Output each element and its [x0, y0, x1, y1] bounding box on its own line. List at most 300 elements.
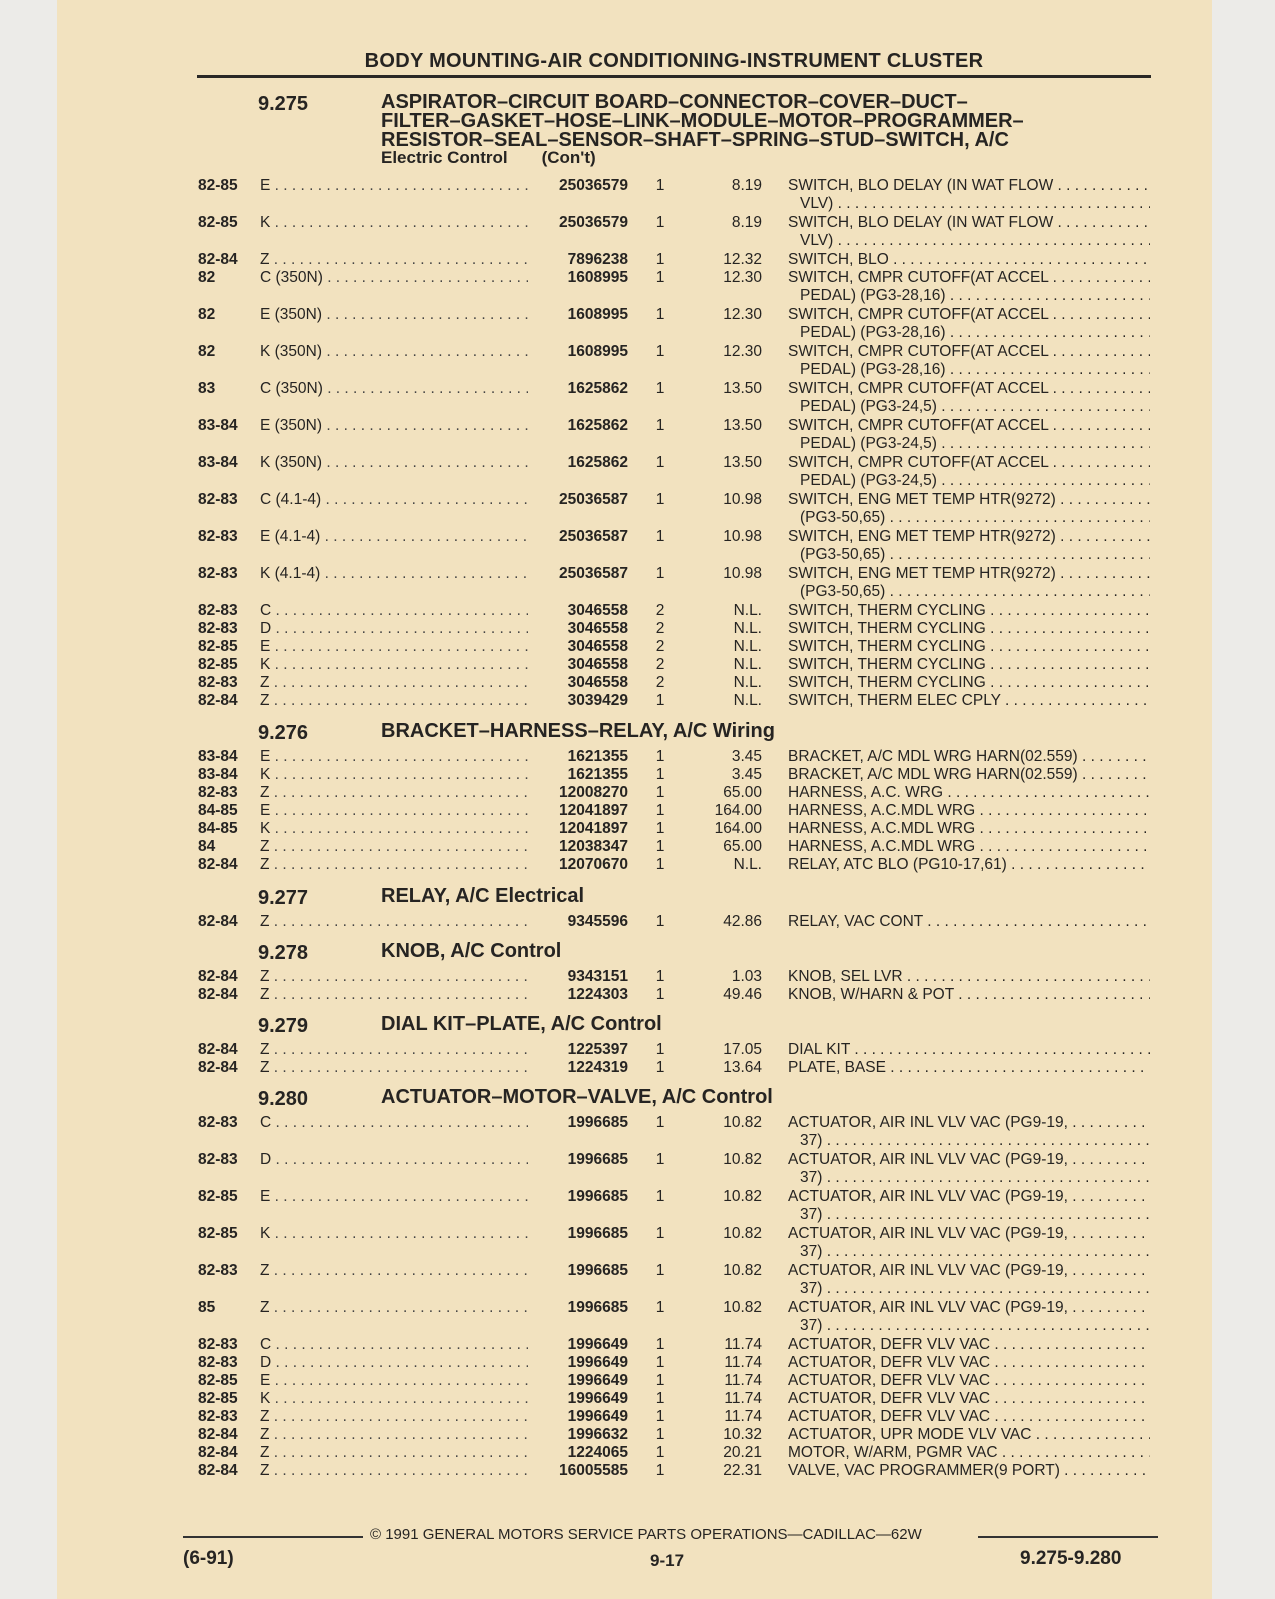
quantity: 1 — [655, 1426, 665, 1443]
part-number: 12041897 — [559, 820, 628, 837]
quantity: 1 — [655, 1336, 665, 1353]
quantity: 1 — [655, 1262, 665, 1279]
description-continuation: PEDAL) (PG3-24,5) . . . — [800, 472, 1150, 490]
price: 49.46 — [723, 986, 762, 1003]
quantity: 1 — [655, 913, 665, 930]
model-code: K . . . — [260, 1390, 528, 1408]
model-code: E (350N) . . . — [260, 306, 528, 324]
year-range: 83-84 — [198, 748, 238, 765]
model-code: K (350N) . . . — [260, 454, 528, 472]
table-row — [0, 1336, 1275, 1354]
part-number: 1608995 — [567, 269, 628, 286]
description: KNOB, SEL LVR . . . — [788, 968, 1150, 986]
quantity: 1 — [655, 343, 665, 360]
section-title-line: RELAY, A/C Electrical — [381, 885, 585, 907]
price: 10.82 — [723, 1114, 762, 1131]
quantity: 1 — [655, 766, 665, 783]
part-number: 7896238 — [567, 251, 628, 268]
table-row — [0, 1372, 1275, 1390]
section-title-line: ASPIRATOR–CIRCUIT BOARD–CONNECTOR–COVER–DUCT– — [381, 91, 968, 113]
price: 12.30 — [723, 343, 762, 360]
description: ACTUATOR, AIR INL VLV VAC (PG9-19, . . . — [788, 1114, 1150, 1132]
part-number: 1625862 — [567, 417, 628, 434]
model-code: Z . . . — [260, 1426, 528, 1444]
description-continuation: VLV) . . . — [800, 232, 1150, 250]
year-range: 82-83 — [198, 1408, 238, 1425]
section-number: 9.280 — [258, 1088, 309, 1110]
part-number: 1224303 — [567, 986, 628, 1003]
table-row — [0, 1262, 1275, 1297]
section-title-line: KNOB, A/C Control — [381, 940, 562, 962]
price: N.L. — [733, 656, 762, 673]
part-number: 9343151 — [567, 968, 628, 985]
model-code: K . . . — [260, 1225, 528, 1243]
year-range: 82-84 — [198, 856, 238, 873]
price: 10.82 — [723, 1188, 762, 1205]
price: 22.31 — [723, 1462, 762, 1479]
description-continuation: 37) . . . — [800, 1206, 1150, 1224]
year-range: 82-83 — [198, 602, 238, 619]
table-row — [0, 1188, 1275, 1223]
description-continuation: PEDAL) (PG3-28,16) . . . — [800, 324, 1150, 342]
description: KNOB, W/HARN & POT . . . — [788, 986, 1150, 1004]
year-range: 82-83 — [198, 620, 238, 637]
description: ACTUATOR, DEFR VLV VAC . . . — [788, 1372, 1150, 1390]
description: SWITCH, THERM CYCLING . . . — [788, 602, 1150, 620]
model-code: E . . . — [260, 802, 528, 820]
description: BRACKET, A/C MDL WRG HARN(02.559) . . . — [788, 766, 1150, 784]
price: 65.00 — [723, 784, 762, 801]
table-row — [0, 343, 1275, 378]
price: 13.50 — [723, 454, 762, 471]
quantity: 1 — [655, 306, 665, 323]
description: HARNESS, A.C.MDL WRG . . . — [788, 838, 1150, 856]
table-row — [0, 1462, 1275, 1480]
year-range: 82-85 — [198, 1390, 238, 1407]
model-code: Z . . . — [260, 913, 528, 931]
quantity: 1 — [655, 802, 665, 819]
table-row — [0, 784, 1275, 802]
table-row — [0, 1390, 1275, 1408]
quantity: 1 — [655, 1444, 665, 1461]
description: PLATE, BASE . . . — [788, 1059, 1150, 1077]
table-row — [0, 214, 1275, 249]
table-row — [0, 838, 1275, 856]
model-code: Z . . . — [260, 1299, 528, 1317]
section-subtitle-text: Electric Control — [381, 148, 508, 167]
price: 42.86 — [723, 913, 762, 930]
model-code: C . . . — [260, 1336, 528, 1354]
model-code: E (4.1-4) . . . — [260, 528, 528, 546]
quantity: 2 — [655, 638, 665, 655]
table-row — [0, 1059, 1275, 1077]
quantity: 2 — [655, 602, 665, 619]
quantity: 1 — [655, 820, 665, 837]
table-row — [0, 1426, 1275, 1444]
description-continuation: 37) . . . — [800, 1280, 1150, 1298]
quantity: 1 — [655, 214, 665, 231]
table-row — [0, 748, 1275, 766]
table-row — [0, 692, 1275, 710]
price: 20.21 — [723, 1444, 762, 1461]
part-number: 1621355 — [567, 748, 628, 765]
quantity: 1 — [655, 528, 665, 545]
price: N.L. — [733, 602, 762, 619]
page-number: 9-17 — [650, 1551, 685, 1570]
description-continuation: (PG3-50,65) . . . — [800, 583, 1150, 601]
model-code: E . . . — [260, 638, 528, 656]
quantity: 2 — [655, 674, 665, 691]
quantity: 1 — [655, 1299, 665, 1316]
model-code: Z . . . — [260, 1262, 528, 1280]
table-row — [0, 986, 1275, 1004]
description: ACTUATOR, AIR INL VLV VAC (PG9-19, . . . — [788, 1225, 1150, 1243]
description: RELAY, ATC BLO (PG10-17,61) . . . — [788, 856, 1150, 874]
year-range: 82-84 — [198, 1059, 238, 1076]
footer-section-range: 9.275-9.280 — [1020, 1548, 1122, 1569]
model-code: K . . . — [260, 766, 528, 784]
table-row — [0, 602, 1275, 620]
section-title-line: ACTUATOR–MOTOR–VALVE, A/C Control — [381, 1086, 773, 1108]
quantity: 1 — [655, 417, 665, 434]
quantity: 1 — [655, 177, 665, 194]
table-row — [0, 269, 1275, 304]
quantity: 1 — [655, 1151, 665, 1168]
part-number: 1625862 — [567, 380, 628, 397]
table-row — [0, 968, 1275, 986]
part-number: 25036587 — [559, 528, 628, 545]
price: 12.30 — [723, 306, 762, 323]
description-continuation: 37) . . . — [800, 1169, 1150, 1187]
year-range: 83 — [198, 380, 216, 397]
price: 65.00 — [723, 838, 762, 855]
footer-copyright: © 1991 GENERAL MOTORS SERVICE PARTS OPERATIONS—CADILLAC—62W — [370, 1526, 922, 1543]
part-number: 1996649 — [567, 1336, 628, 1353]
price: N.L. — [733, 856, 762, 873]
price: 11.74 — [724, 1336, 762, 1353]
model-code: K (4.1-4) . . . — [260, 565, 528, 583]
price: 10.82 — [723, 1225, 762, 1242]
quantity: 1 — [655, 565, 665, 582]
description: HARNESS, A.C. WRG . . . — [788, 784, 1150, 802]
year-range: 82-84 — [198, 692, 238, 709]
part-number: 1608995 — [567, 306, 628, 323]
model-code: E (350N) . . . — [260, 417, 528, 435]
part-number: 1996649 — [567, 1390, 628, 1407]
part-number: 1621355 — [567, 766, 628, 783]
description: ACTUATOR, DEFR VLV VAC . . . — [788, 1336, 1150, 1354]
section-title-line: FILTER–GASKET–HOSE–LINK–MODULE–MOTOR–PROGRAMMER– — [381, 110, 1024, 132]
part-number: 12070670 — [559, 856, 628, 873]
part-number: 9345596 — [567, 913, 628, 930]
year-range: 82-83 — [198, 565, 238, 582]
section-title-line: RESISTOR–SEAL–SENSOR–SHAFT–SPRING–STUD–SWITCH, A/C — [381, 129, 1009, 151]
description: SWITCH, THERM CYCLING . . . — [788, 638, 1150, 656]
price: 11.74 — [724, 1372, 762, 1389]
price: 10.82 — [723, 1299, 762, 1316]
quantity: 1 — [655, 692, 665, 709]
year-range: 82-83 — [198, 1114, 238, 1131]
quantity: 1 — [655, 269, 665, 286]
part-number: 1996632 — [567, 1426, 628, 1443]
price: 10.98 — [723, 565, 762, 582]
description: HARNESS, A.C.MDL WRG . . . — [788, 820, 1150, 838]
page-header: BODY MOUNTING-AIR CONDITIONING-INSTRUMENT CLUSTER — [197, 50, 1151, 78]
part-number: 1224065 — [567, 1444, 628, 1461]
description-continuation: (PG3-50,65) . . . — [800, 546, 1150, 564]
description-continuation: PEDAL) (PG3-28,16) . . . — [800, 361, 1150, 379]
quantity: 1 — [655, 1059, 665, 1076]
description: SWITCH, BLO DELAY (IN WAT FLOW . . . — [788, 214, 1150, 232]
model-code: C . . . — [260, 1114, 528, 1132]
price: 11.74 — [724, 1390, 762, 1407]
model-code: E . . . — [260, 1372, 528, 1390]
table-row — [0, 656, 1275, 674]
quantity: 1 — [655, 1188, 665, 1205]
description: ACTUATOR, AIR INL VLV VAC (PG9-19, . . . — [788, 1262, 1150, 1280]
model-code: D . . . — [260, 1354, 528, 1372]
part-number: 12008270 — [559, 784, 628, 801]
price: 12.30 — [723, 269, 762, 286]
year-range: 82-83 — [198, 1151, 238, 1168]
year-range: 85 — [198, 1299, 216, 1316]
quantity: 1 — [655, 784, 665, 801]
table-row — [0, 638, 1275, 656]
price: N.L. — [733, 620, 762, 637]
price: 8.19 — [731, 177, 762, 194]
footer-rule-right — [978, 1536, 1158, 1538]
year-range: 82-84 — [198, 986, 238, 1003]
table-row — [0, 417, 1275, 452]
model-code: Z . . . — [260, 856, 528, 874]
table-row — [0, 380, 1275, 415]
year-range: 82-85 — [198, 1225, 238, 1242]
year-range: 82-84 — [198, 913, 238, 930]
description: SWITCH, CMPR CUTOFF(AT ACCEL . . . — [788, 269, 1150, 287]
part-number: 25036587 — [559, 491, 628, 508]
table-row — [0, 306, 1275, 341]
year-range: 83-84 — [198, 766, 238, 783]
table-row — [0, 1299, 1275, 1334]
year-range: 82-84 — [198, 1426, 238, 1443]
model-code: Z . . . — [260, 968, 528, 986]
model-code: Z . . . — [260, 251, 528, 269]
part-number: 1225397 — [567, 1041, 628, 1058]
table-row — [0, 1444, 1275, 1462]
part-number: 1625862 — [567, 454, 628, 471]
part-number: 25036587 — [559, 565, 628, 582]
quantity: 1 — [655, 748, 665, 765]
part-number: 12041897 — [559, 802, 628, 819]
quantity: 1 — [655, 986, 665, 1003]
model-code: Z . . . — [260, 1408, 528, 1426]
price: 10.32 — [723, 1426, 762, 1443]
model-code: E . . . — [260, 748, 528, 766]
model-code: C (350N) . . . — [260, 380, 528, 398]
description: ACTUATOR, DEFR VLV VAC . . . — [788, 1354, 1150, 1372]
table-row — [0, 1151, 1275, 1186]
year-range: 82-85 — [198, 1372, 238, 1389]
table-row — [0, 802, 1275, 820]
model-code: Z . . . — [260, 692, 528, 710]
quantity: 1 — [655, 1041, 665, 1058]
description: SWITCH, ENG MET TEMP HTR(9272) . . . — [788, 565, 1150, 583]
price: 10.98 — [723, 491, 762, 508]
year-range: 82-83 — [198, 674, 238, 691]
year-range: 84 — [198, 838, 216, 855]
model-code: Z . . . — [260, 1059, 528, 1077]
quantity: 1 — [655, 380, 665, 397]
description: SWITCH, ENG MET TEMP HTR(9272) . . . — [788, 491, 1150, 509]
model-code: Z . . . — [260, 1462, 528, 1480]
quantity: 2 — [655, 620, 665, 637]
quantity: 1 — [655, 856, 665, 873]
price: 13.50 — [723, 380, 762, 397]
price: 3.45 — [731, 748, 762, 765]
year-range: 84-85 — [198, 820, 238, 837]
part-number: 16005585 — [559, 1462, 628, 1479]
part-number: 3046558 — [567, 674, 628, 691]
description: ACTUATOR, UPR MODE VLV VAC . . . — [788, 1426, 1150, 1444]
part-number: 12038347 — [559, 838, 628, 855]
price: 3.45 — [731, 766, 762, 783]
year-range: 83-84 — [198, 454, 238, 471]
description: RELAY, VAC CONT . . . — [788, 913, 1150, 931]
footer-rule-left — [183, 1536, 363, 1538]
table-row — [0, 674, 1275, 692]
year-range: 82-83 — [198, 784, 238, 801]
description: SWITCH, THERM CYCLING . . . — [788, 656, 1150, 674]
description: SWITCH, CMPR CUTOFF(AT ACCEL . . . — [788, 380, 1150, 398]
year-range: 82-83 — [198, 1354, 238, 1371]
model-code: K . . . — [260, 820, 528, 838]
part-number: 1224319 — [567, 1059, 628, 1076]
table-row — [0, 620, 1275, 638]
model-code: Z . . . — [260, 986, 528, 1004]
price: 17.05 — [723, 1041, 762, 1058]
year-range: 82-84 — [198, 968, 238, 985]
year-range: 82-85 — [198, 1188, 238, 1205]
table-row — [0, 1408, 1275, 1426]
price: N.L. — [733, 692, 762, 709]
quantity: 1 — [655, 1390, 665, 1407]
description: SWITCH, THERM ELEC CPLY . . . — [788, 692, 1150, 710]
price: 10.98 — [723, 528, 762, 545]
description: SWITCH, CMPR CUTOFF(AT ACCEL . . . — [788, 454, 1150, 472]
quantity: 1 — [655, 1114, 665, 1131]
model-code: Z . . . — [260, 784, 528, 802]
year-range: 82-85 — [198, 656, 238, 673]
part-number: 1608995 — [567, 343, 628, 360]
part-number: 3046558 — [567, 638, 628, 655]
year-range: 82 — [198, 306, 216, 323]
quantity: 1 — [655, 491, 665, 508]
part-number: 1996649 — [567, 1354, 628, 1371]
part-number: 1996685 — [567, 1151, 628, 1168]
table-row — [0, 454, 1275, 489]
description-continuation: VLV) . . . — [800, 195, 1150, 213]
part-number: 1996649 — [567, 1372, 628, 1389]
description: SWITCH, BLO DELAY (IN WAT FLOW . . . — [788, 177, 1150, 195]
year-range: 84-85 — [198, 802, 238, 819]
model-code: C . . . — [260, 602, 528, 620]
description-continuation: 37) . . . — [800, 1317, 1150, 1335]
section-number: 9.278 — [258, 942, 309, 964]
quantity: 1 — [655, 1372, 665, 1389]
price: N.L. — [733, 638, 762, 655]
description: SWITCH, CMPR CUTOFF(AT ACCEL . . . — [788, 417, 1150, 435]
description: ACTUATOR, DEFR VLV VAC . . . — [788, 1408, 1150, 1426]
model-code: D . . . — [260, 1151, 528, 1169]
model-code: Z . . . — [260, 674, 528, 692]
model-code: C (350N) . . . — [260, 269, 528, 287]
year-range: 82-84 — [198, 1041, 238, 1058]
section-number: 9.275 — [258, 93, 309, 115]
model-code: E . . . — [260, 1188, 528, 1206]
model-code: D . . . — [260, 620, 528, 638]
price: 13.50 — [723, 417, 762, 434]
price: 10.82 — [723, 1151, 762, 1168]
footer-date: (6-91) — [183, 1548, 234, 1569]
model-code: Z . . . — [260, 1444, 528, 1462]
year-range: 82-84 — [198, 251, 238, 268]
table-row — [0, 913, 1275, 931]
price: 164.00 — [714, 820, 762, 837]
model-code: K . . . — [260, 656, 528, 674]
year-range: 83-84 — [198, 417, 238, 434]
part-number: 1996685 — [567, 1225, 628, 1242]
part-number: 3046558 — [567, 602, 628, 619]
table-row — [0, 251, 1275, 269]
year-range: 82-85 — [198, 177, 238, 194]
year-range: 82-83 — [198, 491, 238, 508]
description-continuation: 37) . . . — [800, 1132, 1150, 1150]
table-row — [0, 1041, 1275, 1059]
price: 13.64 — [723, 1059, 762, 1076]
model-code: C (4.1-4) . . . — [260, 491, 528, 509]
description: ACTUATOR, AIR INL VLV VAC (PG9-19, . . . — [788, 1299, 1150, 1317]
quantity: 1 — [655, 1225, 665, 1242]
year-range: 82-84 — [198, 1462, 238, 1479]
quantity: 1 — [655, 1408, 665, 1425]
table-row — [0, 1354, 1275, 1372]
description: SWITCH, THERM CYCLING . . . — [788, 674, 1150, 692]
description: BRACKET, A/C MDL WRG HARN(02.559) . . . — [788, 748, 1150, 766]
price: 12.32 — [723, 251, 762, 268]
price: 1.03 — [731, 968, 762, 985]
year-range: 82-85 — [198, 214, 238, 231]
part-number: 25036579 — [559, 177, 628, 194]
quantity: 1 — [655, 1354, 665, 1371]
model-code: Z . . . — [260, 1041, 528, 1059]
description-continuation: PEDAL) (PG3-24,5) . . . — [800, 435, 1150, 453]
year-range: 82-84 — [198, 1444, 238, 1461]
year-range: 82-83 — [198, 1262, 238, 1279]
section-number: 9.279 — [258, 1015, 309, 1037]
model-code: K (350N) . . . — [260, 343, 528, 361]
price: 8.19 — [731, 214, 762, 231]
model-code: Z . . . — [260, 838, 528, 856]
part-number: 1996649 — [567, 1408, 628, 1425]
section-number: 9.277 — [258, 887, 309, 909]
price: 11.74 — [724, 1408, 762, 1425]
model-code: E . . . — [260, 177, 528, 195]
description: ACTUATOR, DEFR VLV VAC . . . — [788, 1390, 1150, 1408]
year-range: 82-83 — [198, 528, 238, 545]
description-continuation: 37) . . . — [800, 1243, 1150, 1261]
quantity: 1 — [655, 838, 665, 855]
year-range: 82 — [198, 343, 216, 360]
